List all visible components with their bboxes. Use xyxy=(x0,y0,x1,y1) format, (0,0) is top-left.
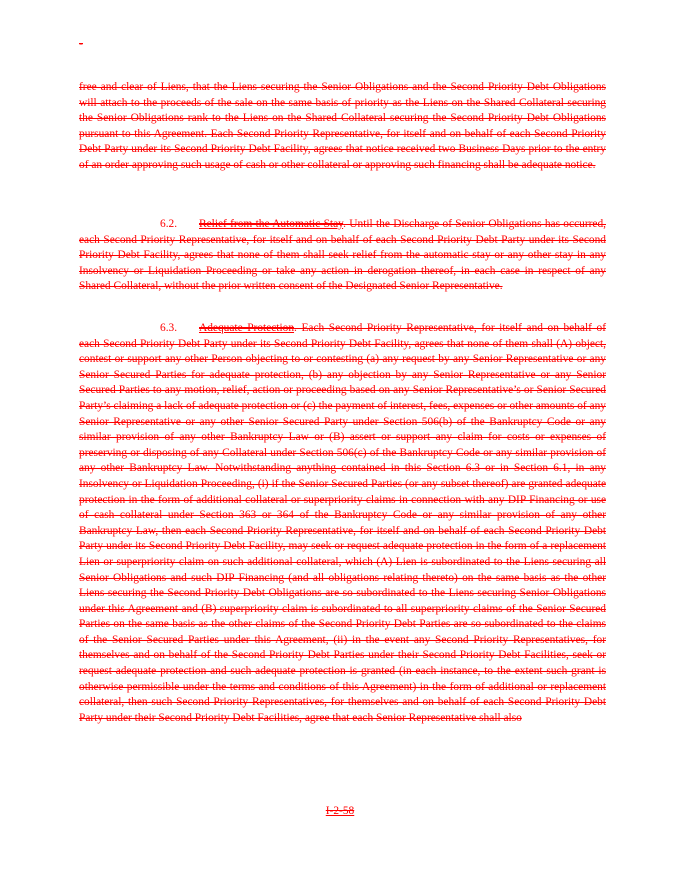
paragraph-text: free and clear of Liens, that the Liens securing the Senior Obligations and the Second Priority Debt Obligations will attach to the proceeds of the sale on the same basis of priority as the Liens on the Shared Collateral securing the Senior Obligations rank to the Liens on the Shared Collateral securing the Second Priority Debt Obligations pursuant to this Agreement. Each Second Priority Representative, for itself and on behalf of each Second Priority Debt Party under its Second Priority Debt Facility, agrees that notice received two Business Days prior to the entry of an order approving such usage of cash or other collateral or approving such financing shall be adequate notice. xyxy=(79,81,606,171)
section-number: 6.2. xyxy=(160,218,178,230)
section-6-3-paragraph xyxy=(79,321,606,726)
section-body: . Until the Discharge of Senior Obligations has occurred, each Second Priority Representative, for itself and on behalf of each Second Priority Debt Party under its Second Priority Debt Facility, agrees that none of them shall seek relief from the automatic stay or any other stay in any Insolvency or Liquidation Proceeding or take any action in derogation thereof, in each case in respect of any Shared Collateral, without the prior written consent of the Designated Senior Representative. xyxy=(79,218,606,293)
section-6-3 xyxy=(79,321,606,726)
page-number: I-2-58 xyxy=(325,805,355,817)
section-6-2 xyxy=(79,217,606,295)
section-body: . Each Second Priority Representative, for itself and on behalf of each Second Priority Debt Party under its Second Priority Debt Facility, agrees that none of them shall (A) object, contest or support any other Person objecting to or contesting (a) any request by any Senior Representative or any Senior Secured Parties for adequate protection, (b) any objection by any Senior Representative or any Senior Secured Parties to any motion, relief, action or proceeding based on any Senior Representative’s or Senior Secured Party’s claiming a lack of adequate protection or (c) the payment of interest, fees, expenses or other amounts of any Senior Representative or any other Senior Secured Party under Section 506(b) of the Bankruptcy Code or any similar provision of any other Bankruptcy Law or (B) assert or support any claim for costs or expenses of preserving or disposing of any Collateral under Section 506(c) of the Bankruptcy Code or any similar provision of any other Bankruptcy Law. Notwithstanding anything contained in this Section 6.3 or in Section 6.1, in any Insolvency or Liquidation Proceeding, (i) if the Senior Secured Parties (or any subset thereof) are granted adequate protection in the form of additional collateral or superpriority claims in connection with any DIP Financing or use of cash collateral under Section 363 or 364 of the Bankruptcy Code or any similar provision of any other Bankruptcy Law, then each Second Priority Representative, for itself and on behalf of each Second Priority Debt Party under its Second Priority Debt Facility, may seek or request adequate protection in the form of a replacement Lien or superpriority claim on such additional collateral, which (A) Lien is subordinated to the Liens securing all Senior Obligations and such DIP Financing (and all obligations relating thereto) on the same basis as the other Liens securing the Second Priority Debt Obligations are so subordinated to the Liens securing Senior Obligations under this Agreement and (B) superpriority claim is subordinated to all superpriority claims of the Senior Secured Parties on the same basis as the other claims of the Second Priority Debt Parties are so subordinated to the claims of the Senior Secured Parties under this Agreement, (ii) in the event any Second Priority Representatives, for themselves and on behalf of the Second Priority Debt Parties under their Second Priority Debt Facilities, seek or request adequate protection and such adequate protection is granted (in each instance, to the extent such grant is otherwise permissible under the terms and conditions of this Agreement) in the form of additional or replacement collateral, then such Second Priority Representatives, for themselves and on behalf of each Second Priority Debt Party under their Second Priority Debt Facilities, agree that each Senior Representative shall also xyxy=(79,322,606,724)
section-title: Adequate Protection xyxy=(199,322,295,334)
section-6-2-paragraph xyxy=(79,217,606,295)
deleted-marker: - xyxy=(79,36,83,50)
section-number: 6.3. xyxy=(160,322,178,334)
paragraph-continuation xyxy=(79,80,606,174)
section-title: Relief from the Automatic Stay xyxy=(199,218,344,230)
